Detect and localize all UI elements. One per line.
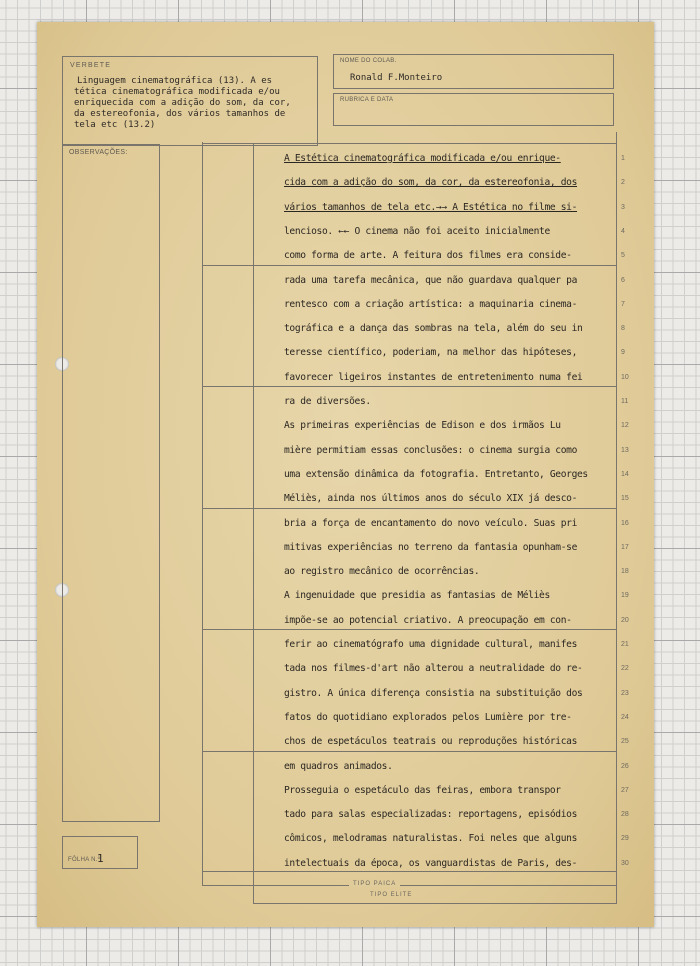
- body-line-18: ao registro mecânico de ocorrências.: [284, 566, 480, 578]
- body-line-12: As primeiras experiências de Edison e dos irmãos Lu: [284, 420, 561, 432]
- body-line-21: ferir ao cinematógrafo uma dignidade cultural, manifes: [284, 639, 578, 650]
- line-number-17: 17: [621, 543, 629, 551]
- body-line-6: rada uma tarefa mecânica, que não guardava qualquer pa: [284, 274, 578, 286]
- body-line-3: vários tamanhos de tela etc.→→ A Estética no filme si-: [284, 201, 578, 213]
- line-number-22: 22: [621, 665, 629, 673]
- elite-rule: [253, 903, 616, 904]
- section-rule-5: [202, 751, 616, 752]
- line-number-20: 20: [621, 616, 629, 624]
- body-line-29: cômicos, melodramas naturalistas. Foi neles que alguns: [284, 833, 578, 845]
- observacoes-box: [62, 144, 160, 822]
- line-number-16: 16: [621, 519, 629, 527]
- body-line-11: ra de diversões.: [284, 396, 371, 407]
- line-number-7: 7: [621, 300, 625, 308]
- line-number-18: 18: [621, 568, 629, 576]
- body-line-27: Prosseguia o espetáculo das feiras, embora transpor: [284, 784, 561, 796]
- line-number-15: 15: [621, 495, 629, 503]
- line-number-24: 24: [621, 713, 629, 721]
- body-line-8: tográfica e a dança das sombras na tela, além do seu in: [284, 323, 583, 335]
- line-number-6: 6: [621, 276, 625, 284]
- frame-top-rule: [202, 143, 616, 144]
- line-number-23: 23: [621, 689, 629, 697]
- verbete-line-4: da estereofonia, dos vários tamanhos de: [74, 109, 286, 119]
- line-number-30: 30: [621, 859, 629, 867]
- frame-left-rule: [202, 142, 203, 886]
- body-line-22: tada nos filmes-d'art não alterou a neutralidade do re-: [284, 663, 583, 675]
- line-number-12: 12: [621, 422, 629, 430]
- verbete-line-1: Linguagem cinematográfica (13). A es: [77, 76, 273, 86]
- line-number-14: 14: [621, 470, 629, 478]
- section-rule-3: [202, 508, 616, 509]
- line-number-19: 19: [621, 592, 629, 600]
- paica-rule: [202, 885, 616, 886]
- line-number-10: 10: [621, 373, 629, 381]
- body-line-19: A ingenuidade que presidia as fantasias de Méliès: [284, 590, 550, 602]
- line-number-5: 5: [621, 252, 625, 260]
- frame-margin-rule: [253, 144, 254, 904]
- body-line-14: uma extensão dinâmica da fotografia. Entretanto, Georges: [284, 468, 588, 480]
- nome-label: NOME DO COLAB.: [340, 58, 397, 64]
- body-line-25: chos de espetáculos teatrais ou reproduções históricas: [284, 736, 578, 748]
- body-line-15: Méliès, ainda nos últimos anos do século XIX já desco-: [284, 493, 578, 505]
- line-number-21: 21: [621, 641, 629, 648]
- folha-value: 1: [97, 852, 104, 865]
- body-line-26: em quadros animados.: [284, 760, 393, 772]
- observacoes-label: OBSERVAÇÕES:: [69, 149, 128, 156]
- folha-label: FÔLHA N.º: [68, 857, 101, 863]
- line-number-27: 27: [621, 786, 629, 794]
- body-line-5: como forma de arte. A feitura dos filmes era conside-: [284, 250, 572, 262]
- verbete-line-2: tética cinematográfica modificada e/ou: [74, 87, 280, 97]
- body-line-30: intelectuais da época, os vanguardistas de Paris, des-: [284, 857, 578, 869]
- verbete-text: [74, 76, 327, 131]
- body-line-7: rentesco com a criação artística: a maquinaria cinema-: [284, 298, 578, 310]
- line-number-1: 1: [621, 155, 625, 162]
- body-line-17: mitivas experiências no terreno da fantasia opunham-se: [284, 541, 578, 553]
- line-number-4: 4: [621, 227, 625, 235]
- nome-value: Ronald F.Monteiro: [350, 73, 443, 83]
- line-number-26: 26: [621, 762, 629, 770]
- line-number-8: 8: [621, 325, 625, 333]
- body-line-1: A Estética cinematográfica modificada e/ou enrique-: [284, 153, 561, 164]
- line-number-25: 25: [621, 738, 629, 746]
- body-line-4: lencioso. ←← O cinema não foi aceito inicialmente: [284, 225, 550, 237]
- tipo-elite-label: TIPO ELITE: [370, 892, 413, 898]
- rubrica-label: RUBRICA E DATA: [340, 97, 394, 103]
- line-number-2: 2: [621, 179, 625, 187]
- section-rule-2: [202, 386, 616, 387]
- section-rule-4: [202, 629, 616, 630]
- line-number-13: 13: [621, 446, 629, 454]
- body-line-20: impõe-se ao potencial criativo. A preocupação em con-: [284, 614, 572, 626]
- section-rule-1: [202, 265, 616, 266]
- body-line-24: fatos do quotidiano explorados pelos Lumière por tre-: [284, 711, 572, 723]
- body-line-10: favorecer ligeiros instantes de entretenimento numa fei: [284, 371, 583, 383]
- body-line-9: teresse científico, poderiam, na melhor das hipóteses,: [284, 347, 578, 359]
- verbete-line-5: tela etc (13.2): [74, 120, 156, 130]
- line-number-9: 9: [621, 349, 625, 357]
- line-number-3: 3: [621, 203, 625, 211]
- body-line-13: mière permitiam essas conclusões: o cinema surgia como: [284, 444, 578, 456]
- frame-bottom-rule: [202, 871, 616, 872]
- body-line-16: bria a força de encantamento do novo veículo. Suas pri: [284, 517, 578, 529]
- line-number-29: 29: [621, 835, 629, 843]
- body-line-28: tado para salas especializadas: reportagens, episódios: [284, 809, 578, 821]
- body-line-23: gistro. A única diferença consistia na substituição dos: [284, 687, 583, 699]
- line-number-28: 28: [621, 811, 629, 819]
- tipo-paica-label: TIPO PAICA: [349, 881, 400, 887]
- line-number-11: 11: [621, 398, 629, 405]
- verbete-label: VERBETE: [70, 62, 112, 69]
- body-line-2: cida com a adição do som, da cor, da estereofonia, dos: [284, 177, 578, 189]
- verbete-line-3: enriquecida com a adição do som, da cor,: [74, 98, 291, 108]
